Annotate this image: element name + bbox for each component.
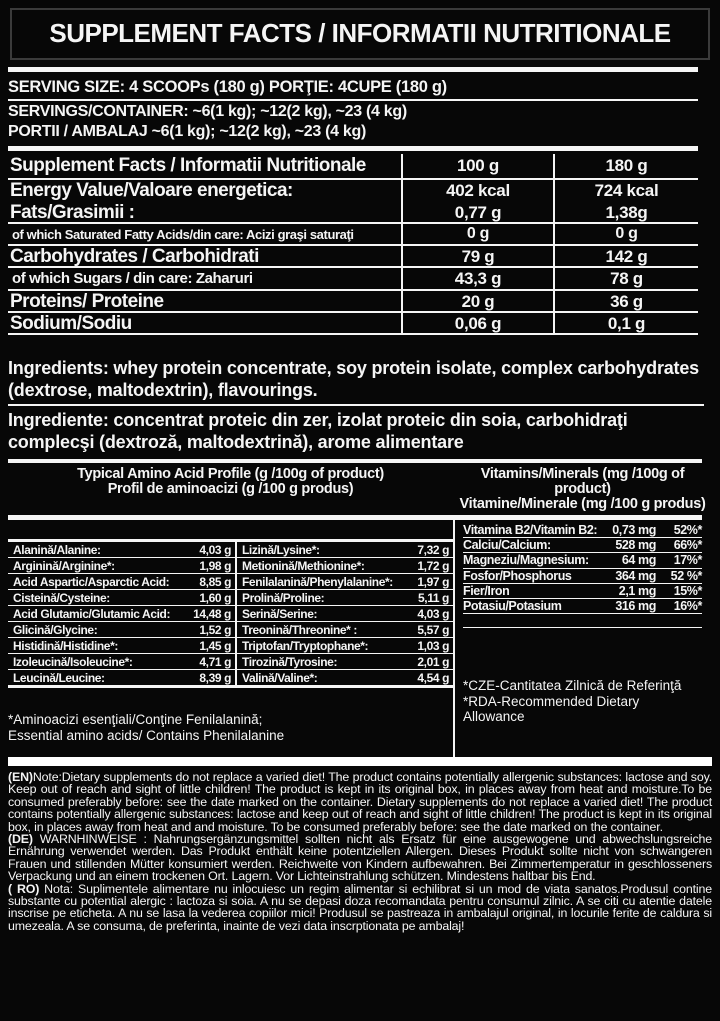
table-row bbox=[8, 558, 235, 574]
amino-name: Prolină/Proline: bbox=[242, 590, 325, 605]
amino-name: Triptofan/Tryptophane*: bbox=[242, 638, 369, 653]
table-row bbox=[463, 584, 702, 599]
vitamin-percent: 17%* bbox=[673, 553, 702, 568]
vitamin-percent: 52%* bbox=[673, 523, 702, 538]
amino-name: Leucină/Leucine: bbox=[13, 670, 105, 685]
table-row-sugars bbox=[8, 268, 698, 291]
amino-name: Metionină/Methionine*: bbox=[242, 558, 365, 573]
amino-footnote-ro: *Aminoacizi esenţiali/Conţine Fenilalanină; bbox=[8, 712, 263, 727]
table-row bbox=[8, 654, 235, 670]
facts-header-label: Supplement Facts / Informatii Nutritionale bbox=[10, 155, 366, 176]
vitamin-amount: 64 mg bbox=[621, 553, 656, 568]
profile-headers bbox=[8, 463, 712, 515]
vitamin-amount: 528 mg bbox=[615, 538, 656, 553]
servings-per-container-line: SERVINGS/CONTAINER: ~6(1 kg); ~12(2 kg), ~23 (4 kg) bbox=[8, 103, 407, 120]
table-row bbox=[463, 523, 702, 538]
table-row bbox=[237, 558, 453, 574]
notes-section bbox=[8, 771, 712, 932]
row-value-180g: 724 kcal bbox=[553, 180, 698, 202]
table-row bbox=[8, 542, 235, 558]
amino-name: Glicină/Glycine: bbox=[13, 622, 98, 637]
table-row bbox=[463, 599, 702, 614]
vitamins-minerals-zone bbox=[453, 520, 712, 757]
amino-name: Tirozină/Tyrosine: bbox=[242, 654, 338, 669]
vitamin-percent: 52 %* bbox=[670, 568, 702, 583]
vitamins-footnote-rda: *RDA-Recommended Dietary bbox=[463, 693, 640, 709]
row-value-100g: 79 g bbox=[401, 246, 553, 268]
page-title: SUPPLEMENT FACTS / INFORMATII NUTRITIONALE bbox=[10, 8, 710, 60]
table-row bbox=[8, 622, 235, 638]
row-value-180g: 1,38g bbox=[553, 202, 698, 224]
table-row bbox=[237, 622, 453, 638]
vitamin-amount: 2,1 mg bbox=[618, 583, 656, 598]
table-row bbox=[8, 670, 235, 685]
amino-name: Histidină/Histidine*: bbox=[13, 638, 118, 653]
table-row-energy bbox=[8, 180, 698, 202]
amino-value: 1,60 g bbox=[199, 590, 231, 605]
divider-thick-serving bbox=[8, 146, 698, 151]
table-row bbox=[237, 542, 453, 558]
table-row bbox=[463, 538, 702, 553]
amino-value: 1,52 g bbox=[199, 622, 231, 637]
amino-name: Arginină/Arginine*: bbox=[13, 558, 115, 573]
vitamin-percent: 16%* bbox=[673, 599, 702, 614]
vitamin-amount: 0,73 mg bbox=[612, 523, 656, 538]
facts-header-180g: 180 g bbox=[553, 154, 698, 178]
vitamins-header-en: Vitamins/Minerals (mg /100g of product) bbox=[480, 466, 685, 497]
ingredients-ro: Ingrediente: concentrat proteic din zer, izolat proteic din soia, carbohidraţi complecşi (dextroză, maltodextrină), arome alimentare bbox=[8, 410, 628, 452]
amino-value: 5,11 g bbox=[418, 590, 449, 605]
row-value-100g: 43,3 g bbox=[401, 268, 553, 289]
amino-value: 8,39 g bbox=[199, 670, 231, 685]
amino-acid-table bbox=[8, 539, 453, 688]
ingredients-section bbox=[8, 357, 712, 453]
divider-thick-bottom bbox=[8, 757, 712, 766]
table-row bbox=[8, 638, 235, 654]
amino-value: 4,03 g bbox=[417, 606, 449, 621]
serving-size-line: SERVING SIZE: 4 SCOOPs (180 g) PORŢIE: 4CUPE (180 g) bbox=[8, 72, 698, 101]
note-de bbox=[8, 833, 712, 883]
row-value-100g: 20 g bbox=[401, 291, 553, 313]
table-row-sodium bbox=[8, 313, 698, 335]
note-de-text: WARNHINWEISE : Nahrungsergänzungsmittel sollten nicht als Ersatz für eine ausgewogene und abwechslungsreiche Ernährung verwendet werden. Das Produkt enthält keine potentziellen Allergen. Dieses Produkt sollte nicht von schwangeren Frauen und stillenden Mütter konsumiert werden. Reichweite von Kindern aufbewahren. Bei Zimmertemperatur in geschlosseners Verpackung und an einem trockenen Ort. Lagern. Vor Lichteinstrahlung schützen. Mindestens haltbar bis End. bbox=[8, 832, 712, 884]
vitamin-name: Vitamina B2/Vitamin B2: bbox=[463, 523, 598, 538]
amino-name: Acid Aspartic/Asparctic Acid: bbox=[13, 574, 170, 589]
vitamins-bottom-rule bbox=[463, 614, 702, 628]
table-row-fats bbox=[8, 202, 698, 224]
amino-header-en: Typical Amino Acid Profile (g /100g of product) bbox=[77, 466, 384, 482]
vitamins-footnote-cze: *CZE-Cantitatea Zilnică de Referinţă bbox=[463, 678, 682, 694]
table-row bbox=[8, 590, 235, 606]
note-en bbox=[8, 771, 712, 833]
row-label: Proteins/ Proteine bbox=[10, 291, 164, 312]
amino-name: Alanină/Alanine: bbox=[13, 542, 101, 557]
row-label: of which Sugars / din care: Zaharuri bbox=[12, 270, 253, 287]
amino-footnote bbox=[8, 712, 453, 743]
vitamin-name: Fosfor/Phosphorus bbox=[463, 568, 572, 583]
note-ro-text: Nota: Suplimentele alimentare nu inlocuiesc un regim alimentar si echilibrat si un mod de viata sanatos.Produsul contine substante cu potential alergic : lactoza si soia. A nu se depasi doza recomandata pentru consumul zilnic. A se citi cu atentie datele inscrise pe eticheta. A nu se lasa la vederea copiilor mici! Produsul se pastreaza in ambalajul original, in locurile ferite de caldura si umezeala. A se consuma, de preferinta, inainte de vezi data inscrptionata pe ambalaj! bbox=[8, 881, 712, 933]
note-ro bbox=[8, 883, 712, 933]
amino-profile-header bbox=[8, 467, 453, 512]
row-value-180g: 78 g bbox=[553, 268, 698, 289]
table-row bbox=[463, 553, 702, 568]
amino-column-1 bbox=[8, 542, 237, 685]
row-label: Energy Value/Valoare energetica: bbox=[10, 180, 293, 201]
table-row-carbohydrates bbox=[8, 246, 698, 268]
vitamin-name: Magneziu/Magnesium: bbox=[463, 553, 589, 568]
table-row bbox=[8, 574, 235, 590]
portii-ambalaj-line: PORTII / AMBALAJ ~6(1 kg); ~12(2 kg), ~23 (4 kg) bbox=[8, 123, 366, 140]
amino-value: 1,72 g bbox=[417, 558, 449, 573]
vitamin-name: Calciu/Calcium: bbox=[463, 538, 551, 553]
amino-value: 5,57 g bbox=[417, 622, 449, 637]
vitamins-header bbox=[453, 467, 712, 512]
row-value-100g: 0,06 g bbox=[401, 313, 553, 335]
amino-value: 4,03 g bbox=[199, 542, 231, 557]
vitamin-percent: 66%* bbox=[673, 538, 702, 553]
amino-value: 1,45 g bbox=[199, 638, 231, 653]
amino-acid-zone bbox=[8, 520, 453, 757]
amino-value: 1,97 g bbox=[417, 574, 449, 589]
amino-value: 2,01 g bbox=[417, 654, 449, 669]
table-row bbox=[237, 654, 453, 670]
amino-value: 4,54 g bbox=[417, 670, 449, 685]
amino-value: 14,48 g bbox=[193, 606, 231, 621]
row-label: of which Saturated Fatty Acids/din care: Acizi graşi saturaţi bbox=[12, 226, 354, 242]
amino-name: Cisteină/Cysteine: bbox=[13, 590, 110, 605]
vitamins-footnote bbox=[463, 678, 712, 725]
note-en-text: Note:Dietary supplements do not replace a varied diet! The product contains potentially allergenic substances: lactose and soy. Keep out of reach and sight of little children! The product is kept in its original box, in places away from heat and moisture.To be consumed preferably before: see the date marked on the container. Dietary supplements do not replace a varied diet! The product contains potentially allergenic substances: lactose and keep out of reach and sight of little children! The product is kept in its original box, in places away from heat and and moisture. To be consumed preferably before: see the date marked on the container. bbox=[8, 770, 712, 834]
vitamins-footnote-allowance: Allowance bbox=[463, 709, 525, 725]
amino-header-ro: Profil de aminoacizi (g /100 g produs) bbox=[107, 481, 354, 497]
note-en-prefix: (EN) bbox=[8, 770, 33, 784]
row-label: Carbohydrates / Carbohidrati bbox=[10, 246, 259, 267]
amino-name: Valină/Valine*: bbox=[242, 670, 318, 685]
amino-value: 8,85 g bbox=[199, 574, 231, 589]
amino-value: 1,03 g bbox=[417, 638, 449, 653]
ingredients-en: Ingredients: whey protein concentrate, soy protein isolate, complex carbohydrates (dextrose, maltodextrin), flavourings. bbox=[8, 357, 704, 406]
row-label: Sodium/Sodiu bbox=[10, 313, 132, 334]
amino-value: 4,71 g bbox=[199, 654, 231, 669]
amino-name: Izoleucină/Isoleucine*: bbox=[13, 654, 133, 669]
row-value-100g: 402 kcal bbox=[401, 180, 553, 202]
vitamin-name: Fier/Iron bbox=[463, 583, 510, 598]
table-row bbox=[463, 569, 702, 584]
vitamin-amount: 364 mg bbox=[615, 568, 656, 583]
facts-header-100g: 100 g bbox=[401, 154, 553, 178]
amino-name: Lizină/Lysine*: bbox=[242, 542, 320, 557]
amino-name: Serină/Serine: bbox=[242, 606, 318, 621]
table-row-proteins bbox=[8, 291, 698, 313]
vitamins-header-ro: Vitamine/Minerale (mg /100 g produs) bbox=[459, 496, 706, 512]
amino-name: Acid Glutamic/Glutamic Acid: bbox=[13, 606, 171, 621]
vitamin-name: Potasiu/Potasium bbox=[463, 599, 562, 614]
note-de-prefix: (DE) bbox=[8, 832, 33, 847]
row-value-100g: 0 g bbox=[401, 224, 553, 244]
table-row bbox=[8, 606, 235, 622]
row-label: Fats/Grasimii : bbox=[10, 202, 135, 223]
nutrition-facts-table bbox=[8, 154, 698, 335]
row-value-180g: 0,1 g bbox=[553, 313, 698, 335]
amino-name: Treonină/Threonine* : bbox=[242, 622, 357, 637]
table-row bbox=[237, 574, 453, 590]
note-ro-prefix: ( RO) bbox=[8, 881, 40, 896]
amino-name: Fenilalanină/Phenylalanine*: bbox=[242, 574, 393, 589]
vitamin-amount: 316 mg bbox=[615, 599, 656, 614]
row-value-100g: 0,77 g bbox=[401, 202, 553, 224]
profiles-columns bbox=[8, 520, 712, 757]
amino-footnote-en: Essential amino acids/ Contains Phenilalanine bbox=[8, 727, 285, 743]
row-value-180g: 36 g bbox=[553, 291, 698, 313]
row-value-180g: 0 g bbox=[553, 224, 698, 244]
table-row bbox=[237, 638, 453, 654]
vitamin-percent: 15%* bbox=[673, 583, 702, 598]
amino-column-2 bbox=[237, 542, 453, 685]
amino-value: 7,32 g bbox=[417, 542, 449, 557]
table-row-saturated-fats bbox=[8, 224, 698, 246]
table-row bbox=[237, 606, 453, 622]
row-value-180g: 142 g bbox=[553, 246, 698, 268]
table-row bbox=[237, 590, 453, 606]
amino-value: 1,98 g bbox=[199, 558, 231, 573]
table-row bbox=[237, 670, 453, 685]
facts-header-row bbox=[8, 154, 698, 180]
